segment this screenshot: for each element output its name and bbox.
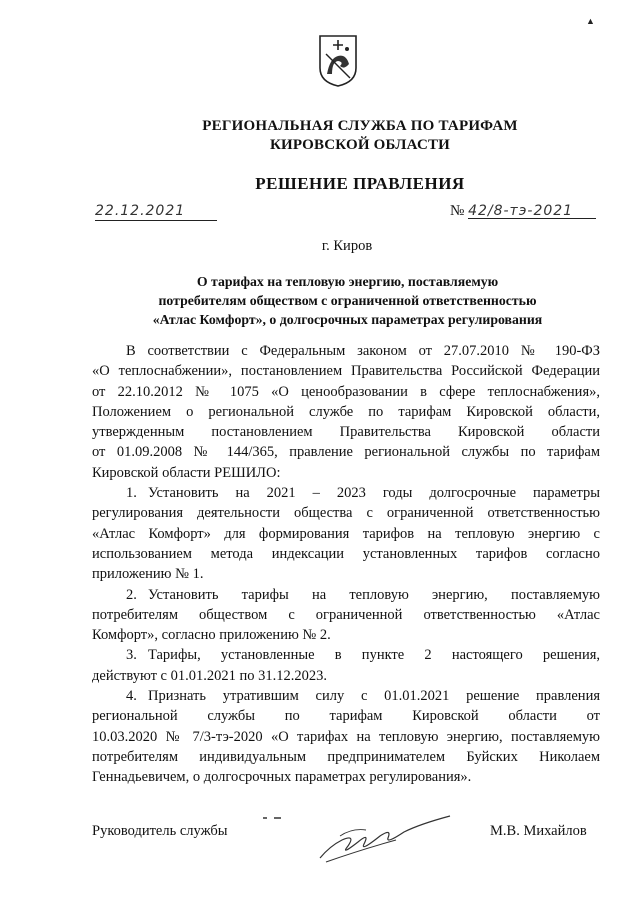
document-number — [450, 203, 596, 220]
preamble-line: В соответствии с Федеральным законом от 27.07.2010 № 190-ФЗ — [126, 343, 600, 359]
preamble — [92, 341, 600, 483]
handwritten-number: 42/8-тэ-2021 — [468, 204, 596, 219]
org-name-line1: РЕГИОНАЛЬНАЯ СЛУЖБА ПО ТАРИФАМ — [202, 118, 518, 134]
org-name-line2: КИРОВСКОЙ ОБЛАСТИ — [269, 137, 451, 153]
item-line: использованием метода индексации установленных тарифов согласно — [92, 545, 600, 562]
item-number: 2. — [126, 586, 137, 603]
decision-item-2 — [92, 585, 600, 646]
preamble-line: от 22.10.2012 № 1075 «О ценообразовании в сфере теплоснабжения», — [92, 383, 600, 400]
document-type-title: РЕШЕНИЕ ПРАВЛЕНИЯ — [255, 174, 465, 193]
preamble-line: Кировской области РЕШИЛО: — [92, 464, 281, 481]
item-line: 2. Установить тарифы на тепловую энергию, поставляемую — [92, 585, 600, 605]
preamble-line: от 01.09.2008 № 144/365, правление региональной службы по тарифам — [92, 444, 600, 461]
number-sign: № — [450, 203, 465, 219]
decision-item-1 — [92, 483, 600, 584]
item-line: региональной службы по тарифам Кировской области от — [92, 708, 600, 725]
handwritten-date: 22.12.2021 — [95, 204, 217, 221]
item-line: 10.03.2020 № 7/3-тэ-2020 «О тарифах на тепловую энергию, поставляемую — [92, 728, 600, 745]
corner-mark: ▲ — [586, 16, 595, 26]
decision-item-4 — [92, 686, 600, 787]
subject-line: О тарифах на тепловую энергию, поставляемую — [196, 274, 499, 289]
handwritten-signature — [300, 806, 470, 866]
signatory-title: Руководитель службы — [92, 823, 228, 839]
item-line: потребителям обществом с ограниченной ответственностью «Атлас — [92, 606, 600, 623]
item-line: 4. Признать утратившим силу с 01.01.2021 решение правления — [92, 686, 600, 706]
preamble-line: «О теплоснабжении», постановлением Правительства Российской Федерации — [92, 363, 600, 380]
item-line: Комфорт», согласно приложению № 2. — [92, 627, 331, 644]
item-line: действуют с 01.01.2021 по 31.12.2023. — [92, 667, 327, 684]
item-line: 1. Установить на 2021 – 2023 годы долгосрочные параметры — [92, 483, 600, 503]
item-line: Геннадьевичем, о долгосрочных параметрах регулирования». — [92, 769, 472, 786]
coat-of-arms-icon — [318, 34, 358, 88]
item-line: приложению № 1. — [92, 566, 204, 583]
item-number: 3. — [126, 647, 137, 664]
document-subject — [95, 272, 600, 329]
item-line: потребителям индивидуальным предпринимателем Буйских Николаем — [92, 748, 600, 765]
signatory-name: М.В. Михайлов — [490, 823, 587, 839]
document-body — [92, 341, 600, 788]
item-line: 3. Тарифы, установленные в пункте 2 настоящего решения, — [92, 645, 600, 665]
item-number: 4. — [126, 688, 137, 705]
subject-line: потребителям обществом с ограниченной ответственностью — [158, 293, 537, 308]
item-line: «Атлас Комфорт» для формирования тарифов на тепловую энергию с — [92, 525, 600, 542]
preamble-line: утвержденным постановлением Правительства Кировской области — [92, 424, 600, 441]
subject-line: «Атлас Комфорт», о долгосрочных параметрах регулирования — [152, 312, 543, 327]
preamble-line: Положением о региональной службе по тарифам Кировской области, — [92, 403, 600, 420]
item-line: регулирования деятельности общества с ограниченной ответственностью — [92, 505, 600, 522]
item-number: 1. — [126, 485, 137, 502]
decision-item-3 — [92, 645, 600, 686]
ink-mark — [262, 815, 282, 821]
city: г. Киров — [321, 238, 373, 254]
